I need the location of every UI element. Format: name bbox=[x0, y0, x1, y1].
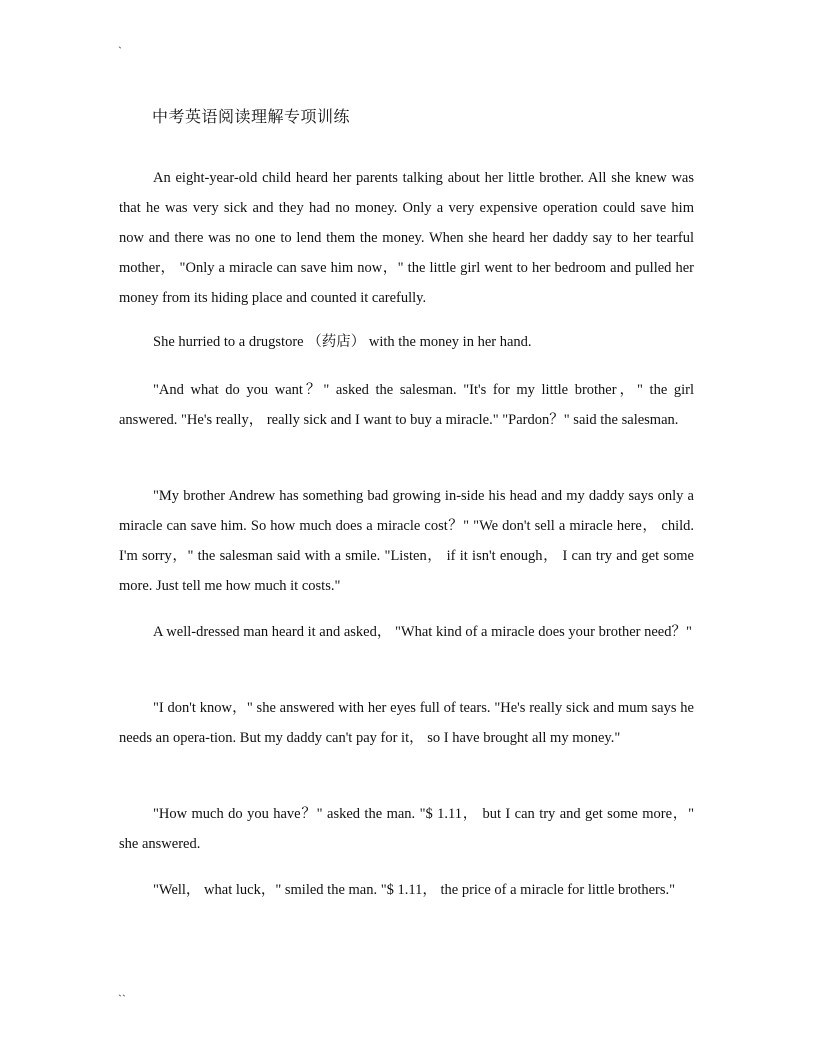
bottom-margin-mark: `` bbox=[118, 992, 126, 1006]
paragraph-8: "Well， what luck，" smiled the man. "$ 1.11， the price of a miracle for little brothers." bbox=[153, 881, 676, 898]
paragraph-5: A well-dressed man heard it and asked， "What kind of a miracle does your brother need？" bbox=[153, 623, 692, 640]
top-margin-mark: ` bbox=[118, 44, 122, 58]
paragraph-7: "How much do you have？" asked the man. "$ 1.11， but I can try and get some more，" she answered. bbox=[119, 805, 694, 852]
page-title: 中考英语阅读理解专项训练 bbox=[152, 107, 351, 126]
paragraph-6: "I don't know，" she answered with her eyes full of tears. "He's really sick and mum says he needs an opera-tion. But my daddy can't pay for it， so I have brought all my money." bbox=[119, 699, 694, 746]
paragraph-2: She hurried to a drugstore （药店） with the money in her hand. bbox=[153, 333, 532, 350]
paragraph-3: "And what do you want？" asked the salesman. "It's for my little brother，" the girl answered. "He's really， really sick and I want to buy a miracle." "Pardon？" said the salesman. bbox=[119, 381, 694, 428]
paragraph-4: "My brother Andrew has something bad growing in-side his head and my daddy says only a miracle can save him. So how much does a miracle cost？" "We don't sell a miracle here， child. I'm sorry，" the salesman said with a smile. "Listen， if it isn't enough， I can try and get some more. Just tell me how much it costs." bbox=[119, 487, 694, 594]
paragraph-1: An eight-year-old child heard her parents talking about her little brother. All she knew was that he was very sick and they had no money. Only a very expensive operation could save him now and there was no one to lend them the money. When she heard her daddy say to her tearful mother， "Only a miracle can save him now，" the little girl went to her bedroom and pulled her money from its hiding place and counted it carefully. bbox=[119, 169, 694, 306]
